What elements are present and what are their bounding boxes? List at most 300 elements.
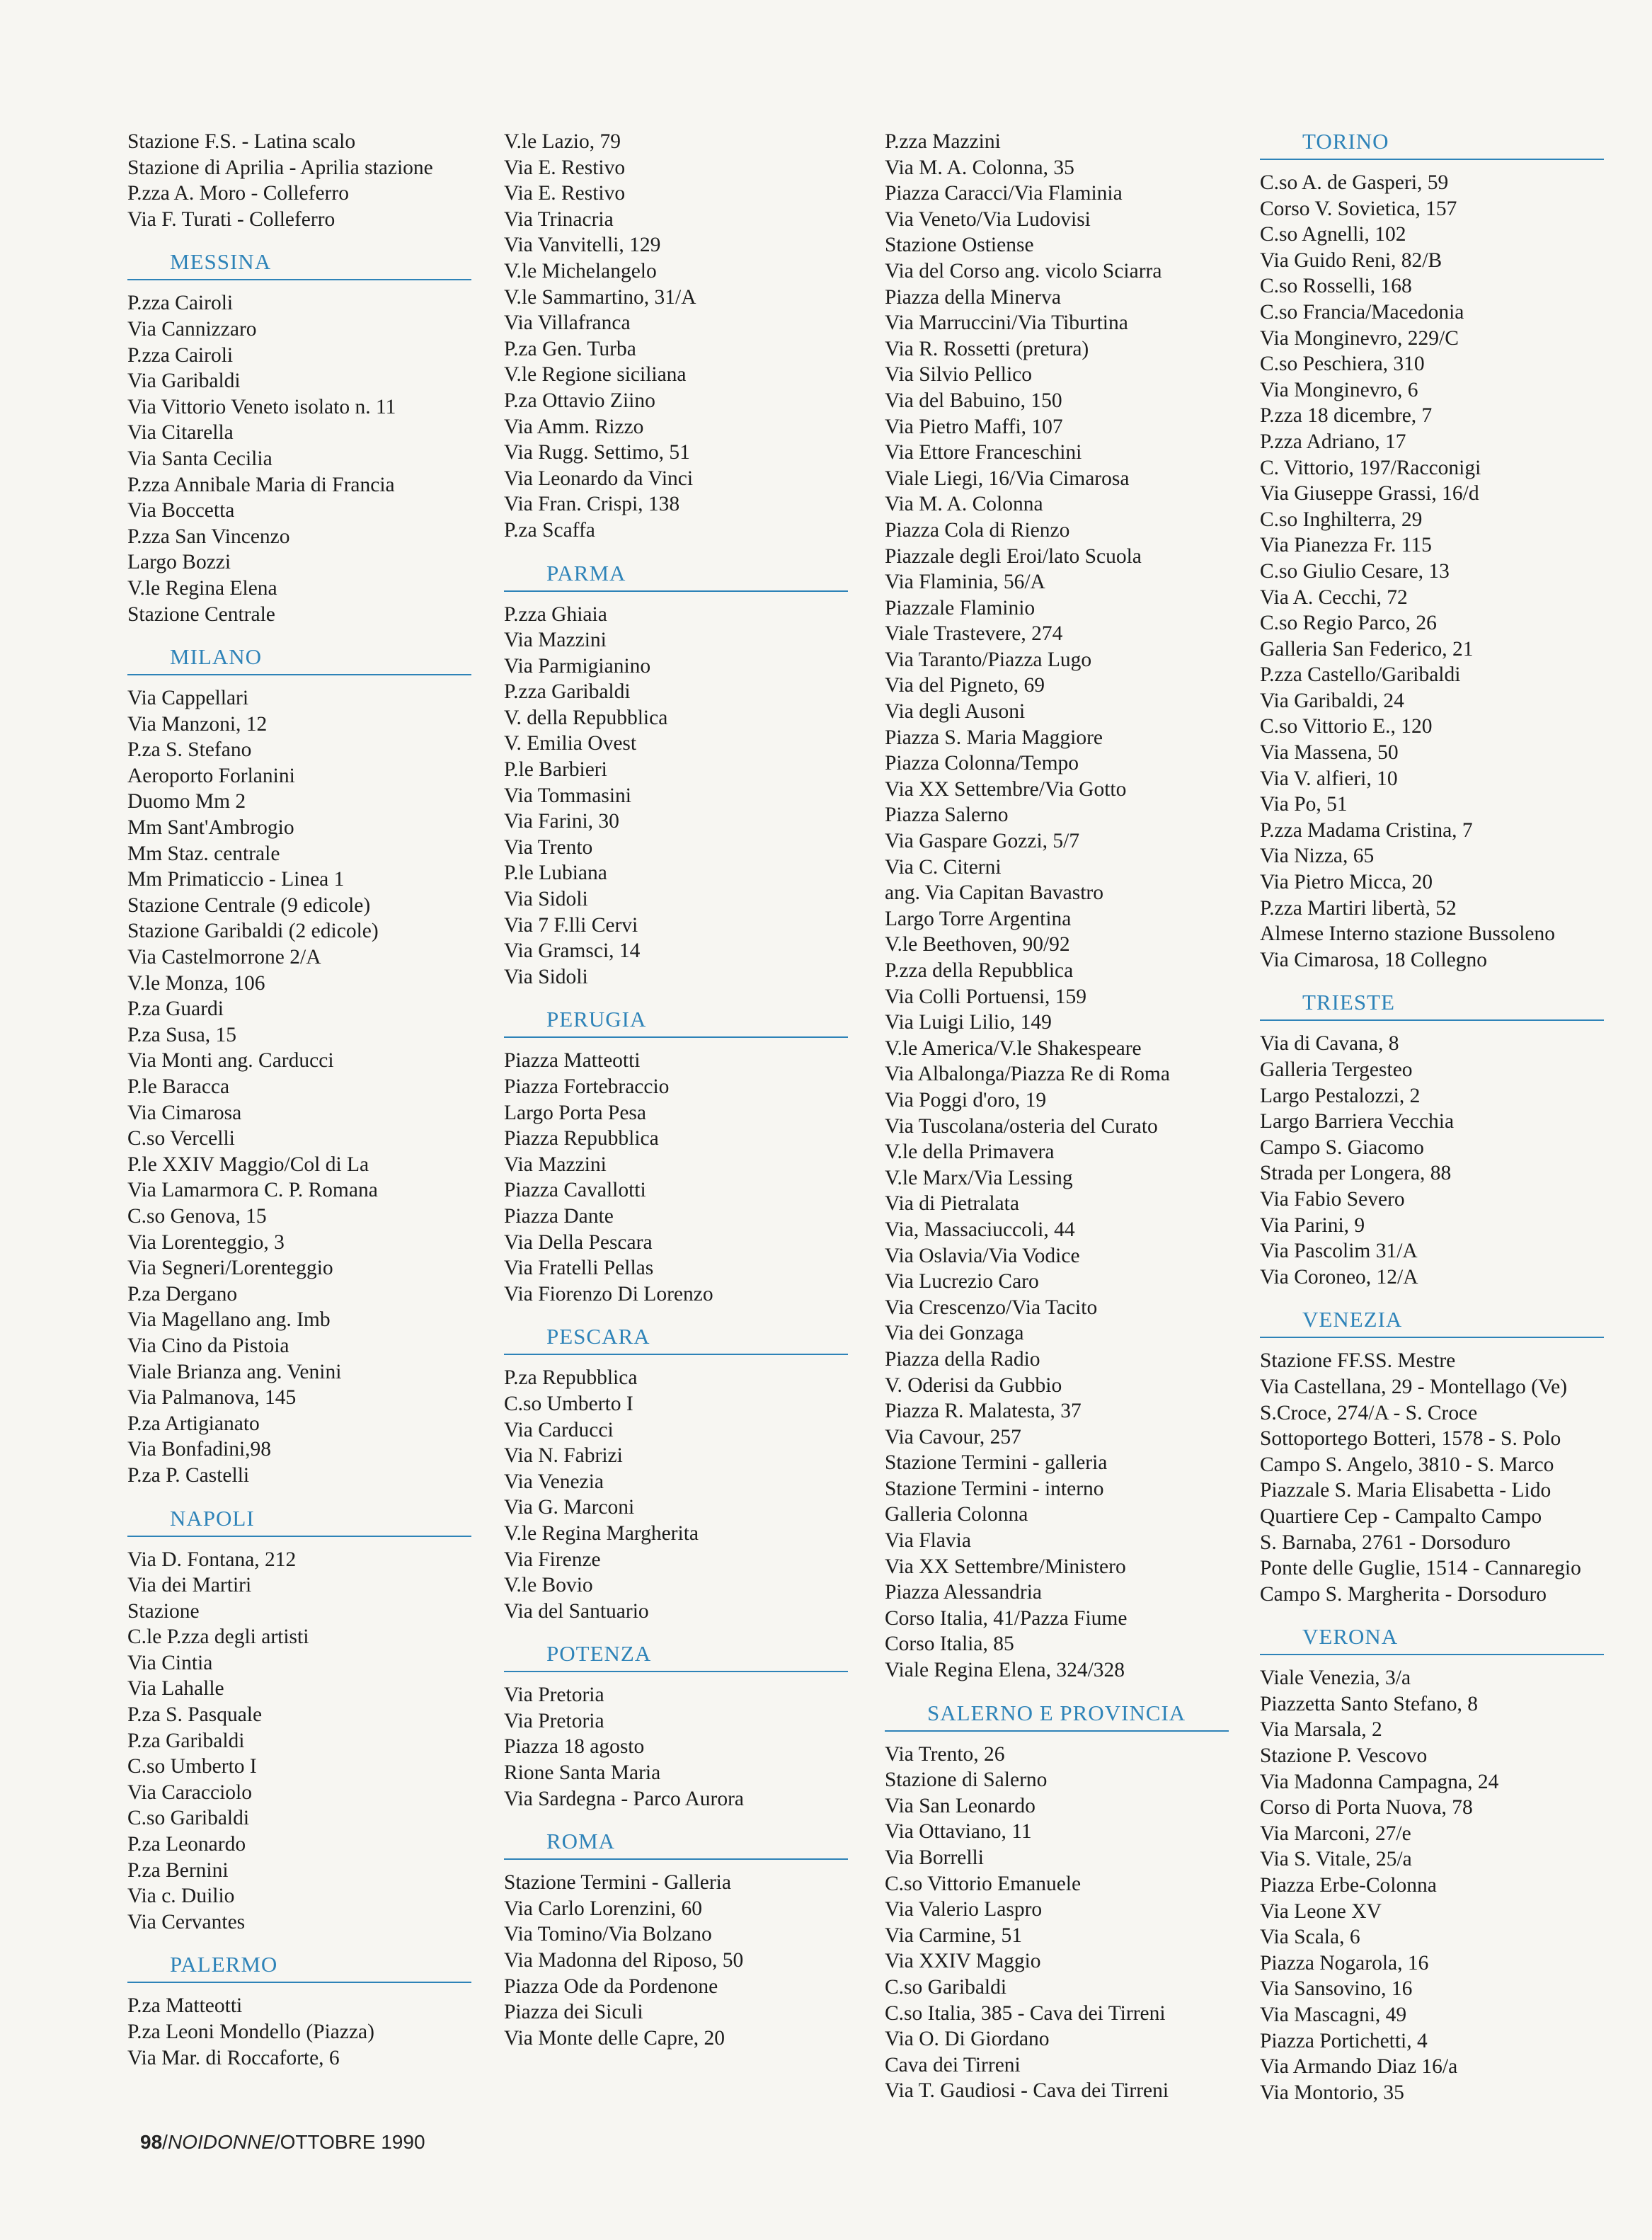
- address-item: Via Tommasini: [504, 784, 631, 807]
- address-item: Via Cannizzaro: [127, 317, 257, 341]
- address-list: [1260, 170, 1614, 973]
- address-item: P.zza della Repubblica: [885, 959, 1074, 982]
- address-item: V.le Michelangelo: [504, 259, 657, 282]
- address-item: ang. Via Capitan Bavastro: [885, 881, 1104, 905]
- address-item: Largo Pestalozzi, 2: [1260, 1084, 1421, 1107]
- address-item: Via Caracciolo: [127, 1781, 252, 1804]
- address-item: Via Pascolim 31/A: [1260, 1240, 1418, 1263]
- address-list: [127, 1993, 481, 2071]
- address-item: Campo S. Angelo, 3810 - S. Marco: [1260, 1453, 1554, 1476]
- address-item: Via Lamarmora C. P. Romana: [127, 1179, 378, 1202]
- city-heading: VERONA: [1260, 1624, 1604, 1655]
- city-group: [127, 1506, 481, 1936]
- address-item: Via XXIV Maggio: [885, 1950, 1041, 1973]
- address-item: Rione Santa Maria: [504, 1761, 661, 1785]
- address-item: Duomo Mm 2: [127, 790, 246, 813]
- address-item: Via Vanvitelli, 129: [504, 234, 661, 257]
- address-item: Via Fran. Crispi, 138: [504, 493, 680, 516]
- address-item: Via San Leonardo: [885, 1794, 1036, 1817]
- address-item: Piazza Fortebraccio: [504, 1075, 670, 1098]
- address-item: V.le della Primavera: [885, 1141, 1055, 1164]
- address-item: C.so Umberto I: [504, 1392, 633, 1415]
- address-item: Via Pianezza Fr. 115: [1260, 534, 1432, 557]
- address-item: Via Trento: [504, 835, 593, 859]
- address-item: Via Vittorio Veneto isolato n. 11: [127, 395, 396, 418]
- address-item: Via Castelmorrone 2/A: [127, 946, 321, 969]
- address-item: Stazione Centrale: [127, 602, 275, 626]
- address-item: Via G. Marconi: [504, 1496, 635, 1519]
- address-item: Via Armando Diaz 16/a: [1260, 2055, 1458, 2079]
- magazine-name: NOIDONNE: [167, 2131, 275, 2153]
- address-item: Via Trento, 26: [885, 1742, 1005, 1766]
- address-item: V. Emilia Ovest: [504, 732, 637, 755]
- address-item: P.zza Cairoli: [127, 292, 234, 315]
- column-4: [1260, 129, 1614, 2115]
- address-item: Via Po, 51: [1260, 793, 1348, 816]
- address-item: C.so Francia/Macedonia: [1260, 300, 1464, 324]
- city-group: [504, 1007, 858, 1307]
- address-item: C.so Genova, 15: [127, 1204, 267, 1228]
- address-item: Via Venezia: [504, 1470, 604, 1493]
- address-item: Via Garibaldi, 24: [1260, 689, 1404, 712]
- address-item: Via Cimarosa, 18 Collegno: [1260, 948, 1488, 971]
- address-item: Strada per Longera, 88: [1260, 1162, 1452, 1185]
- address-item: Piazza Erbe-Colonna: [1260, 1874, 1437, 1897]
- address-list: [504, 129, 858, 544]
- address-item: P.le Lubiana: [504, 862, 607, 885]
- address-item: Piazza Cola di Rienzo: [885, 518, 1070, 542]
- address-item: C.so Regio Parco, 26: [1260, 612, 1437, 635]
- address-item: Largo Porta Pesa: [504, 1101, 646, 1124]
- address-item: Via del Babuino, 150: [885, 389, 1062, 412]
- address-item: Via Carlo Lorenzini, 60: [504, 1897, 703, 1920]
- address-item: Via N. Fabrizi: [504, 1444, 623, 1468]
- address-item: Stazione Ostiense: [885, 234, 1034, 257]
- address-item: P.zza Madama Cristina, 7: [1260, 818, 1473, 842]
- address-item: Via Colli Portuensi, 159: [885, 985, 1087, 1008]
- address-item: Piazza Colonna/Tempo: [885, 752, 1079, 775]
- address-list: [127, 129, 481, 232]
- address-item: Via Lahalle: [127, 1677, 224, 1701]
- address-list: [1260, 1031, 1614, 1290]
- city-group: [885, 129, 1239, 1684]
- address-item: Via Cimarosa: [127, 1101, 242, 1124]
- address-item: Via Monte delle Capre, 20: [504, 2026, 725, 2050]
- address-item: Via Ottaviano, 11: [885, 1820, 1032, 1844]
- address-item: Via Firenze: [504, 1548, 601, 1571]
- address-item: Via Borrelli: [885, 1846, 984, 1869]
- address-item: Galleria Colonna: [885, 1503, 1028, 1526]
- address-item: Via A. Cecchi, 72: [1260, 585, 1408, 609]
- address-item: Via Madonna del Riposo, 50: [504, 1949, 744, 1972]
- address-item: Piazza Matteotti: [504, 1049, 641, 1073]
- address-list: [885, 1742, 1239, 2104]
- address-item: C.so Italia, 385 - Cava dei Tirreni: [885, 2001, 1166, 2025]
- address-list: [504, 1870, 858, 2051]
- address-list: [504, 1365, 858, 1624]
- city-heading: PARMA: [504, 561, 848, 592]
- address-item: Via Marruccini/Via Tiburtina: [885, 312, 1128, 335]
- address-item: C.so Rosselli, 168: [1260, 275, 1412, 298]
- address-item: Via V. alfieri, 10: [1260, 767, 1398, 790]
- address-item: S. Barnaba, 2761 - Dorsoduro: [1260, 1531, 1510, 1554]
- address-item: C.so Peschiera, 310: [1260, 353, 1425, 376]
- address-item: Campo S. Margherita - Dorsoduro: [1260, 1582, 1547, 1606]
- city-heading: MILANO: [127, 644, 471, 675]
- address-item: Piazza Alessandria: [885, 1581, 1042, 1604]
- address-item: Via Segneri/Lorenteggio: [127, 1257, 333, 1280]
- address-item: P.za Matteotti: [127, 1994, 243, 2018]
- address-item: Stazione F.S. - Latina scalo: [127, 130, 356, 153]
- city-group: [1260, 1307, 1614, 1607]
- address-item: Via Leonardo da Vinci: [504, 467, 694, 490]
- address-item: Quartiere Cep - Campalto Campo: [1260, 1504, 1542, 1528]
- address-item: Via Magellano ang. Imb: [127, 1308, 331, 1332]
- address-item: Piazza della Radio: [885, 1347, 1040, 1371]
- address-item: Via Giuseppe Grassi, 16/d: [1260, 482, 1479, 505]
- address-item: C.le P.zza degli artisti: [127, 1625, 309, 1649]
- address-item: Via C. Citerni: [885, 855, 1002, 879]
- address-item: Piazza S. Maria Maggiore: [885, 726, 1103, 749]
- address-item: C.so Vercelli: [127, 1127, 235, 1150]
- address-item: P.le Barbieri: [504, 758, 607, 782]
- address-item: Via Manzoni, 12: [127, 712, 268, 736]
- address-item: C.so Vittorio Emanuele: [885, 1872, 1082, 1895]
- address-item: Corso V. Sovietica, 157: [1260, 197, 1457, 220]
- address-item: Via E. Restivo: [504, 182, 626, 205]
- address-list: [504, 602, 858, 990]
- address-item: Via Pietro Maffi, 107: [885, 415, 1063, 438]
- address-item: Via 7 F.lli Cervi: [504, 913, 638, 937]
- city-group: [1260, 1624, 1614, 2105]
- city-group: [504, 1324, 858, 1624]
- address-item: Via Rugg. Settimo, 51: [504, 441, 690, 464]
- address-item: P.za Leonardo: [127, 1833, 246, 1856]
- address-item: Via Parmigianino: [504, 654, 651, 678]
- address-item: Via Garibaldi: [127, 370, 241, 393]
- address-item: P.zza Adriano, 17: [1260, 430, 1406, 453]
- address-item: Piazzale degli Eroi/lato Scuola: [885, 544, 1142, 568]
- address-item: V.le Regina Margherita: [504, 1521, 699, 1545]
- address-item: Via Tomino/Via Bolzano: [504, 1923, 712, 1946]
- address-item: V.le Beethoven, 90/92: [885, 933, 1070, 956]
- address-item: Via Palmanova, 145: [127, 1386, 297, 1410]
- address-list: [885, 129, 1239, 1684]
- city-group: [504, 561, 858, 990]
- city-group: [127, 1952, 481, 2071]
- address-item: Via Villafranca: [504, 312, 631, 335]
- address-item: Via Farini, 30: [504, 810, 619, 833]
- address-item: Via Mazzini: [504, 629, 607, 652]
- address-item: Via Poggi d'oro, 19: [885, 1088, 1047, 1112]
- address-item: Via XX Settembre/Via Gotto: [885, 777, 1127, 801]
- address-item: P.zza 18 dicembre, 7: [1260, 404, 1433, 428]
- address-item: Via R. Rossetti (pretura): [885, 337, 1089, 360]
- address-item: Via Monginevro, 6: [1260, 378, 1418, 401]
- address-item: Via Coroneo, 12/A: [1260, 1265, 1418, 1288]
- city-heading: PERUGIA: [504, 1007, 848, 1038]
- address-item: V.le Bovio: [504, 1574, 593, 1597]
- address-item: Viale Brianza ang. Venini: [127, 1360, 342, 1383]
- address-item: Galleria San Federico, 21: [1260, 637, 1474, 661]
- address-item: Via Carducci: [504, 1418, 614, 1441]
- address-item: Via Cavour, 257: [885, 1425, 1021, 1448]
- address-item: Via M. A. Colonna: [885, 493, 1043, 516]
- address-item: Via Sansovino, 16: [1260, 1977, 1413, 2001]
- address-item: Via M. A. Colonna, 35: [885, 156, 1074, 179]
- address-item: Via E. Restivo: [504, 156, 626, 179]
- address-item: Via Boccetta: [127, 499, 235, 522]
- address-item: P.za Susa, 15: [127, 1023, 237, 1046]
- city-group: [504, 1641, 858, 1812]
- address-item: Via Luigi Lilio, 149: [885, 1011, 1052, 1034]
- city-group: [504, 129, 858, 544]
- address-item: Stazione Centrale (9 edicole): [127, 893, 371, 917]
- address-item: P.zza Castello/Garibaldi: [1260, 663, 1461, 687]
- address-item: V.le Lazio, 79: [504, 130, 621, 153]
- address-item: Via Cervantes: [127, 1910, 246, 1933]
- city-heading: SALERNO E PROVINCIA: [885, 1701, 1229, 1732]
- address-item: P.zza Annibale Maria di Francia: [127, 473, 395, 496]
- address-list: [1260, 1665, 1614, 2105]
- city-heading: ROMA: [504, 1829, 848, 1860]
- city-group: [127, 129, 481, 232]
- address-item: Via del Santuario: [504, 1599, 649, 1623]
- address-item: Via Silvio Pellico: [885, 363, 1032, 387]
- address-item: Via di Pietralata: [885, 1192, 1019, 1216]
- address-item: Campo S. Giacomo: [1260, 1136, 1424, 1159]
- address-item: P.za Artigianato: [127, 1412, 260, 1435]
- address-item: Corso Italia, 85: [885, 1633, 1014, 1656]
- address-list: [127, 685, 481, 1488]
- address-item: P.za Guardi: [127, 998, 224, 1021]
- address-item: Stazione di Aprilia - Aprilia stazione: [127, 156, 433, 179]
- address-item: C.so Vittorio E., 120: [1260, 715, 1433, 738]
- address-item: Via Monti ang. Carducci: [127, 1049, 334, 1073]
- address-item: Via Sardegna - Parco Aurora: [504, 1787, 744, 1810]
- address-item: Mm Sant'Ambrogio: [127, 816, 294, 840]
- address-item: Stazione FF.SS. Mestre: [1260, 1349, 1456, 1373]
- address-item: P.zza Mazzini: [885, 130, 1001, 153]
- city-group: [885, 1701, 1239, 2104]
- address-item: P.za S. Pasquale: [127, 1703, 263, 1727]
- address-item: Via Fabio Severo: [1260, 1187, 1405, 1211]
- address-item: Via Valerio Laspro: [885, 1898, 1043, 1921]
- address-item: P.zza Martiri libertà, 52: [1260, 896, 1457, 920]
- address-item: Via Madonna Campagna, 24: [1260, 1770, 1499, 1793]
- address-item: Via D. Fontana, 212: [127, 1548, 297, 1571]
- address-item: Via Castellana, 29 - Montellago (Ve): [1260, 1375, 1568, 1398]
- address-item: P.zza A. Moro - Colleferro: [127, 182, 349, 205]
- address-item: V.le America/V.le Shakespeare: [885, 1036, 1142, 1060]
- address-item: Piazza Portichetti, 4: [1260, 2029, 1428, 2052]
- address-item: Via XX Settembre/Ministero: [885, 1555, 1126, 1578]
- address-item: Via Pietro Micca, 20: [1260, 871, 1433, 894]
- address-item: C.so Umberto I: [127, 1755, 257, 1778]
- address-item: Largo Bozzi: [127, 551, 231, 574]
- address-item: Via dei Gonzaga: [885, 1322, 1024, 1345]
- address-list: [127, 1547, 481, 1936]
- address-item: P.za Leoni Mondello (Piazza): [127, 2021, 374, 2043]
- address-item: Via degli Ausoni: [885, 700, 1026, 724]
- address-item: V.le Monza, 106: [127, 971, 265, 995]
- address-item: Mm Primaticcio - Linea 1: [127, 868, 345, 891]
- address-item: Via Sidoli: [504, 965, 588, 988]
- address-item: Via Ettore Franceschini: [885, 441, 1082, 464]
- address-item: Stazione Termini - interno: [885, 1477, 1104, 1500]
- page-footer: 98/NOIDONNE/OTTOBRE 1990: [140, 2131, 425, 2153]
- address-item: Stazione Termini - Galleria: [504, 1871, 731, 1895]
- address-item: C. Vittorio, 197/Racconigi: [1260, 456, 1481, 479]
- address-item: Piazza Ode da Pordenone: [504, 1975, 718, 1998]
- address-item: Via Mazzini: [504, 1153, 607, 1176]
- address-item: Via Cappellari: [127, 687, 249, 710]
- address-item: Piazza dei Siculi: [504, 2001, 643, 2024]
- address-item: Via Flaminia, 56/A: [885, 571, 1045, 594]
- address-item: Via Marsala, 2: [1260, 1718, 1382, 1742]
- address-item: C.so Garibaldi: [885, 1975, 1007, 1999]
- address-item: Piazza 18 agosto: [504, 1735, 645, 1759]
- address-item: Piazza Caracci/Via Flaminia: [885, 182, 1123, 205]
- city-group: [127, 644, 481, 1488]
- address-item: Stazione Garibaldi (2 edicole): [127, 920, 379, 943]
- city-heading: PESCARA: [504, 1324, 848, 1355]
- address-item: P.za Scaffa: [504, 518, 595, 542]
- address-item: Viale Venezia, 3/a: [1260, 1667, 1411, 1690]
- address-item: Via Albalonga/Piazza Re di Roma: [885, 1063, 1170, 1086]
- address-item: Piazza della Minerva: [885, 285, 1061, 309]
- address-item: Ponte delle Guglie, 1514 - Cannaregio: [1260, 1557, 1581, 1580]
- address-item: P.zza Ghiaia: [504, 602, 607, 626]
- city-group: [504, 1829, 858, 2051]
- address-item: Via T. Gaudiosi - Cava dei Tirreni: [885, 2079, 1169, 2103]
- address-item: Via del Pigneto, 69: [885, 674, 1045, 697]
- issue-date: OTTOBRE 1990: [280, 2131, 425, 2153]
- address-item: Via Carmine, 51: [885, 1924, 1023, 1947]
- address-item: Via Veneto/Via Ludovisi: [885, 207, 1091, 231]
- city-heading: TRIESTE: [1260, 990, 1604, 1021]
- address-item: P.za Repubblica: [504, 1366, 638, 1390]
- address-item: Via O. Di Giordano: [885, 2028, 1050, 2051]
- address-item: Corso Italia, 41/Pazza Fiume: [885, 1606, 1128, 1630]
- address-item: Via Guido Reni, 82/B: [1260, 248, 1442, 272]
- address-item: Viale Liegi, 16/Via Cimarosa: [885, 467, 1130, 490]
- address-item: Via Parini, 9: [1260, 1213, 1365, 1237]
- address-item: Piazzale S. Maria Elisabetta - Lido: [1260, 1479, 1551, 1502]
- address-item: Piazza Cavallotti: [504, 1179, 646, 1202]
- address-item: C.so Agnelli, 102: [1260, 223, 1406, 246]
- address-item: P.za Dergano: [127, 1282, 238, 1305]
- address-item: Via Montorio, 35: [1260, 2081, 1404, 2104]
- address-item: Via Mar. di Roccaforte, 6: [127, 2046, 340, 2069]
- address-item: Stazione P. Vescovo: [1260, 1744, 1428, 1768]
- address-item: Via Nizza, 65: [1260, 845, 1375, 868]
- address-item: Stazione di Salerno: [885, 1768, 1048, 1792]
- address-item: P.za Garibaldi: [127, 1729, 245, 1752]
- address-item: V. della Repubblica: [504, 706, 668, 729]
- address-item: V.le Marx/Via Lessing: [885, 1166, 1073, 1189]
- address-item: Cava dei Tirreni: [885, 2053, 1021, 2076]
- page-number: 98: [140, 2131, 163, 2153]
- address-item: P.za Ottavio Ziino: [504, 389, 655, 412]
- address-item: Via Scala, 6: [1260, 1926, 1360, 1949]
- address-item: Via Massena, 50: [1260, 741, 1399, 765]
- address-item: Aeroporto Forlanini: [127, 764, 295, 787]
- city-heading: TORINO: [1260, 129, 1604, 160]
- address-item: Piazza Dante: [504, 1204, 614, 1228]
- address-item: C.so Garibaldi: [127, 1807, 250, 1830]
- address-item: Via Leone XV: [1260, 1899, 1382, 1923]
- address-item: Via, Massaciuccoli, 44: [885, 1218, 1075, 1241]
- address-item: Sottoportego Botteri, 1578 - S. Polo: [1260, 1427, 1561, 1451]
- address-list: [127, 290, 481, 627]
- address-list: [1260, 1348, 1614, 1607]
- address-item: Via Pretoria: [504, 1684, 604, 1707]
- address-item: Largo Barriera Vecchia: [1260, 1110, 1455, 1133]
- address-item: Largo Torre Argentina: [885, 907, 1072, 930]
- address-item: Via Flavia: [885, 1529, 971, 1553]
- address-item: Piazzetta Santo Stefano, 8: [1260, 1692, 1479, 1715]
- address-item: Via Santa Cecilia: [127, 447, 273, 470]
- address-item: Via di Cavana, 8: [1260, 1032, 1399, 1056]
- city-heading: PALERMO: [127, 1952, 471, 1983]
- address-item: Via Sidoli: [504, 888, 588, 911]
- address-item: Via Pretoria: [504, 1709, 604, 1732]
- address-item: Via Fratelli Pellas: [504, 1257, 654, 1280]
- city-group: [1260, 990, 1614, 1290]
- address-item: Via dei Martiri: [127, 1574, 252, 1597]
- address-item: S.Croce, 274/A - S. Croce: [1260, 1401, 1478, 1424]
- address-item: Viale Regina Elena, 324/328: [885, 1659, 1125, 1682]
- address-item: Almese Interno stazione Bussoleno: [1260, 922, 1556, 946]
- address-item: Via Amm. Rizzo: [504, 415, 644, 438]
- address-item: Piazza R. Malatesta, 37: [885, 1400, 1082, 1423]
- address-item: V.le Regione siciliana: [504, 363, 687, 387]
- address-item: Via Bonfadini,98: [127, 1438, 272, 1461]
- address-item: Via Oslavia/Via Vodice: [885, 1244, 1080, 1267]
- address-item: Via Marconi, 27/e: [1260, 1822, 1411, 1845]
- column-3: [885, 129, 1239, 2114]
- city-heading: POTENZA: [504, 1641, 848, 1672]
- address-item: P.le Baracca: [127, 1075, 230, 1098]
- address-item: P.za Bernini: [127, 1858, 229, 1882]
- address-item: Via del Corso ang. vicolo Sciarra: [885, 259, 1162, 282]
- address-item: Stazione Termini - galleria: [885, 1451, 1108, 1475]
- address-item: P.zza Cairoli: [127, 343, 234, 367]
- address-item: P.za P. Castelli: [127, 1463, 250, 1487]
- address-item: Via Cino da Pistoia: [127, 1334, 289, 1357]
- address-item: Corso di Porta Nuova, 78: [1260, 1796, 1473, 1819]
- address-item: Piazza Repubblica: [504, 1127, 659, 1150]
- address-item: Via Monginevro, 229/C: [1260, 326, 1459, 350]
- address-list: [504, 1682, 858, 1812]
- address-item: Via Lucrezio Caro: [885, 1270, 1039, 1293]
- address-item: Via F. Turati - Colleferro: [127, 207, 335, 231]
- city-heading: VENEZIA: [1260, 1307, 1604, 1338]
- address-item: Via Taranto/Piazza Lugo: [885, 648, 1092, 671]
- address-item: P.zza San Vincenzo: [127, 525, 290, 548]
- address-item: Via Gramsci, 14: [504, 939, 641, 963]
- address-item: Via c. Duilio: [127, 1885, 235, 1908]
- address-item: Via Citarella: [127, 421, 234, 445]
- address-item: P.za S. Stefano: [127, 738, 252, 762]
- address-item: Galleria Tergesteo: [1260, 1058, 1413, 1081]
- address-list: [504, 1048, 858, 1307]
- address-item: Via S. Vitale, 25/a: [1260, 1848, 1412, 1871]
- address-item: Via Gaspare Gozzi, 5/7: [885, 830, 1080, 853]
- address-item: Via Fiorenzo Di Lorenzo: [504, 1282, 713, 1305]
- address-item: P.le XXIV Maggio/Col di La: [127, 1153, 369, 1176]
